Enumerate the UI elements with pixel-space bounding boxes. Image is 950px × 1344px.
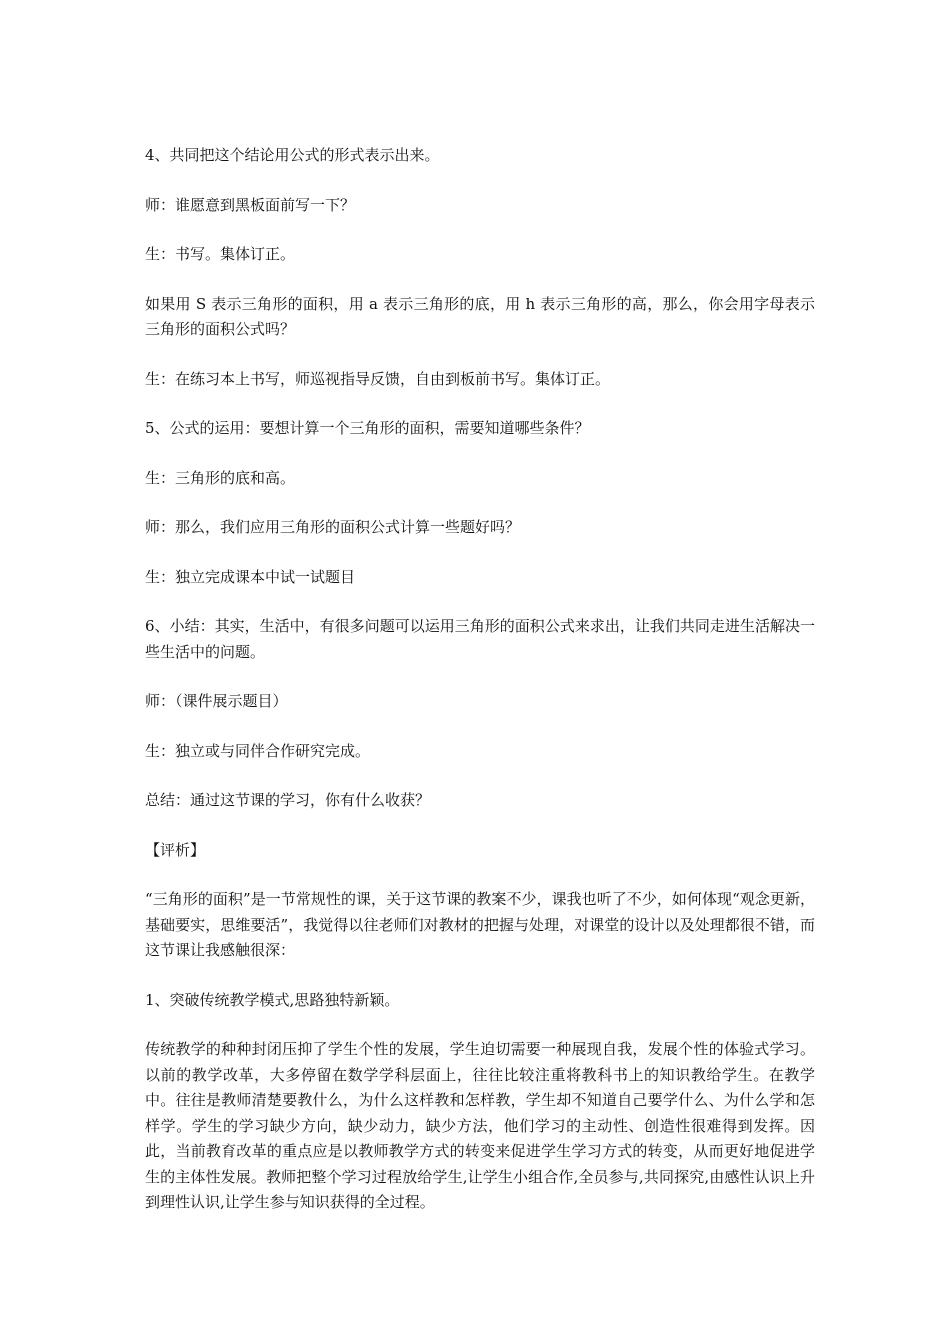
paragraph-formula-use: 5、公式的运用：要想计算一个三角形的面积，需要知道哪些条件？ bbox=[145, 419, 590, 437]
document-page bbox=[145, 143, 815, 1240]
paragraph-student-practice: 生：在练习本上书写，师巡视指导反馈，自由到板前书写。集体订正。 bbox=[145, 369, 611, 388]
paragraph-student-exercise: 生：独立完成课本中试一试题目 bbox=[145, 567, 356, 586]
paragraph-summary: 6、小结：其实，生活中，有很多问题可以运用三角形的面积公式来求出，让我们共同走进生活解决一些生活中的问题。 bbox=[145, 617, 815, 661]
paragraph-point-one: 1、突破传统教学模式,思路独特新颖。 bbox=[145, 990, 400, 1009]
paragraph-teacher-slides: 师：（课件展示题目） bbox=[145, 692, 288, 710]
paragraph-teacher-question: 师：谁愿意到黑板面前写一下？ bbox=[145, 195, 356, 214]
paragraph-conclusion: 总结：通过这节课的学习，你有什么收获？ bbox=[145, 791, 431, 809]
paragraph-student-base-height: 生：三角形的底和高。 bbox=[145, 468, 296, 487]
paragraph-teacher-apply: 师：那么，我们应用三角形的面积公式计算一些题好吗？ bbox=[145, 518, 521, 536]
paragraph-traditional-teaching: 传统教学的种种封闭压抑了学生个性的发展，学生迫切需要一种展现自我，发展个性的体验式学习。以前的教学改革，大多停留在数学学科层面上，往往比较注重将教科书上的知识教给学生。在教学中。往往是教师清楚要教什么，为什么这样教和怎样教，学生却不知道自己要学什么、为什么学和怎样学。学生的学习缺少方向，缺少动力，缺少方法，他们学习的主动性、创造性很难得到发挥。因此，当前教育改革的重点应是以教师教学方式的转变来促进学生学习方式的转变，从而更好地促进学生的主体性发展。教师把整个学习过程放给学生,让学生小组合作,全员参与,共同探究,由感性认识上升到理性认识,让学生参与知识获得的全过程。 bbox=[145, 1040, 815, 1211]
section-heading-review: 【评析】 bbox=[145, 840, 206, 859]
paragraph-review-intro: “三角形的面积”是一节常规性的课，关于这节课的教案不少，课我也听了不少，如何体现“观念更新，基础要实，思维要活”，我觉得以往老师们对教材的把握与处理，对课堂的设计以及处理都很不错，而这节课让我感触很深： bbox=[145, 890, 815, 959]
paragraph-letter-formula: 如果用 S 表示三角形的面积，用 a 表示三角形的底，用 h 表示三角形的高，那么，你会用字母表示三角形的面积公式吗？ bbox=[145, 294, 815, 338]
paragraph-student-write: 生：书写。集体订正。 bbox=[145, 245, 296, 263]
paragraph-formula-intro: 4、共同把这个结论用公式的形式表示出来。 bbox=[145, 146, 440, 164]
paragraph-student-cooperate: 生：独立或与同伴合作研究完成。 bbox=[145, 741, 371, 760]
